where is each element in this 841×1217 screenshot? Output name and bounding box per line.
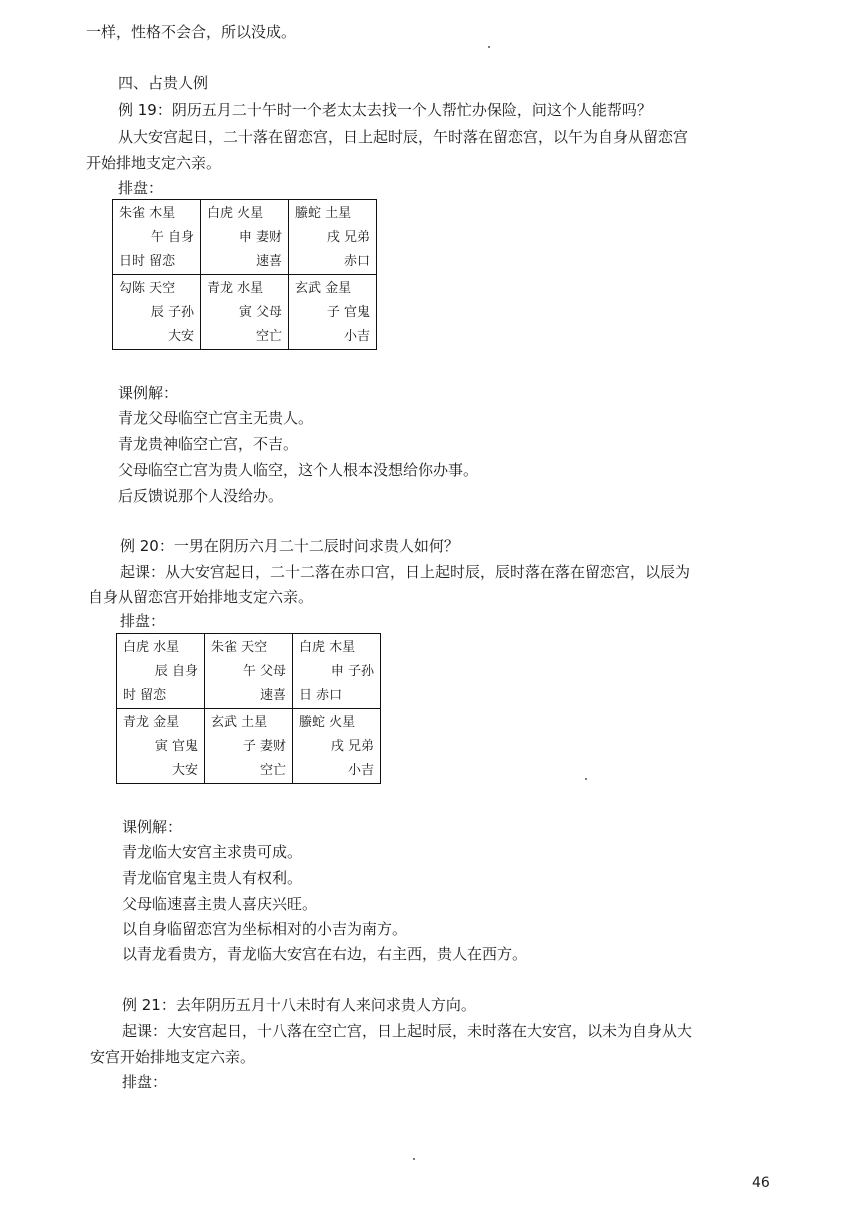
ex19-board (112, 199, 377, 350)
cell-spirit-star: 青龙 水星 (207, 281, 264, 296)
cell-branch-kin: 辰 子孙 (150, 305, 194, 320)
board-cell (117, 709, 205, 784)
cell-branch-kin: 辰 自身 (154, 664, 198, 679)
board-cell (289, 275, 377, 350)
cell-spirit-star: 白虎 水星 (123, 640, 180, 655)
cell-branch-kin: 子 妻财 (242, 739, 286, 754)
ex19-analysis-line: 青龙父母临空亡宫主无贵人。 (118, 409, 314, 427)
ex19-method-line-2: 开始排地支定六亲。 (86, 154, 222, 172)
ex20-board-label: 排盘： (120, 612, 166, 630)
cell-spirit-star: 白虎 木星 (299, 640, 356, 655)
board-cell (289, 200, 377, 275)
scan-speck (413, 1158, 415, 1160)
ex21-method-line-2: 安宫开始排地支定六亲。 (90, 1048, 256, 1066)
board-row (113, 275, 377, 350)
ex20-board (116, 633, 381, 784)
ex20-analysis-line: 青龙临官鬼主贵人有权利。 (122, 869, 303, 887)
cell-spirit-star: 朱雀 天空 (211, 640, 268, 655)
cell-spirit-star: 青龙 金星 (123, 715, 180, 730)
board-cell (113, 200, 201, 275)
cell-spirit-star: 螣蛇 土星 (295, 206, 352, 221)
ex21-title: 例 21：去年阴历五月十八未时有人来问求贵人方向。 (122, 996, 476, 1014)
board-cell (293, 709, 381, 784)
ex20-analysis-line: 青龙临大安宫主求贵可成。 (122, 843, 303, 861)
ex20-analysis-line: 以自身临留恋宫为坐标相对的小吉为南方。 (122, 920, 408, 938)
section-title: 四、占贵人例 (118, 74, 209, 92)
cell-spirit-star: 玄武 土星 (211, 715, 268, 730)
cell-palace: 赤口 (343, 254, 370, 269)
cell-palace: 大安 (171, 763, 198, 778)
ex19-title: 例 19：阴历五月二十午时一个老太太去找一个人帮忙办保险，问这个人能帮吗？ (118, 101, 652, 119)
cell-spirit-star: 玄武 金星 (295, 281, 352, 296)
ex19-analysis-label: 课例解： (118, 384, 179, 402)
cell-branch-kin: 寅 官鬼 (154, 739, 198, 754)
cell-branch-kin: 申 子孙 (330, 664, 374, 679)
board-row (117, 634, 381, 709)
board-row (117, 709, 381, 784)
cell-spirit-star: 勾陈 天空 (119, 281, 176, 296)
cell-branch-kin: 午 父母 (242, 664, 286, 679)
cell-spirit-star: 朱雀 木星 (119, 206, 176, 221)
cell-branch-kin: 寅 父母 (238, 305, 282, 320)
scan-speck (488, 46, 490, 48)
cell-palace: 速喜 (259, 688, 286, 703)
cell-branch-kin: 申 妻财 (238, 230, 282, 245)
ex19-board-label: 排盘： (118, 179, 164, 197)
ex21-board-label: 排盘： (122, 1073, 168, 1091)
ex19-analysis-line: 父母临空亡宫为贵人临空，这个人根本没想给你办事。 (118, 461, 479, 479)
cell-palace: 速喜 (255, 254, 282, 269)
ex20-title: 例 20：一男在阴历六月二十二辰时问求贵人如何？ (120, 537, 459, 555)
ex20-analysis-label: 课例解： (122, 818, 183, 836)
cell-palace: 空亡 (259, 763, 286, 778)
ex21-method-line-1: 起课：大安宫起日，十八落在空亡宫，日上起时辰，未时落在大安宫，以未为自身从大 (122, 1022, 693, 1040)
ex20-method-line-1: 起课：从大安宫起日，二十二落在赤口宫，日上起时辰，辰时落在落在留恋宫，以辰为 (120, 563, 691, 581)
cell-palace: 时 留恋 (123, 688, 167, 703)
ex20-analysis-line: 以青龙看贵方，青龙临大安宫在右边，右主西，贵人在西方。 (122, 945, 528, 963)
cell-palace: 空亡 (255, 329, 282, 344)
cell-branch-kin: 戌 兄弟 (330, 739, 374, 754)
intro-tail: 一样，性格不会合，所以没成。 (86, 23, 297, 41)
cell-branch-kin: 戌 兄弟 (326, 230, 370, 245)
board-cell (205, 634, 293, 709)
ex19-analysis-line: 青龙贵神临空亡宫，不吉。 (118, 435, 299, 453)
ex20-method-line-2: 自身从留恋宫开始排地支定六亲。 (88, 588, 314, 606)
board-cell (205, 709, 293, 784)
board-cell (201, 200, 289, 275)
cell-spirit-star: 白虎 火星 (207, 206, 264, 221)
cell-branch-kin: 子 官鬼 (326, 305, 370, 320)
board-row (113, 200, 377, 275)
cell-palace: 大安 (167, 329, 194, 344)
cell-palace: 日 赤口 (299, 688, 343, 703)
board-cell (117, 634, 205, 709)
scan-speck (585, 778, 587, 780)
cell-palace: 小吉 (347, 763, 374, 778)
ex20-analysis-line: 父母临速喜主贵人喜庆兴旺。 (122, 895, 318, 913)
ex19-method-line-1: 从大安宫起日，二十落在留恋宫，日上起时辰，午时落在留恋宫，以午为自身从留恋宫 (118, 128, 689, 146)
board-cell (293, 634, 381, 709)
board-cell (201, 275, 289, 350)
board-cell (113, 275, 201, 350)
page-number: 46 (752, 1175, 770, 1191)
ex19-analysis-line: 后反馈说那个人没给办。 (118, 487, 284, 505)
cell-branch-kin: 午 自身 (150, 230, 194, 245)
cell-palace: 小吉 (343, 329, 370, 344)
cell-palace: 日时 留恋 (119, 254, 176, 269)
cell-spirit-star: 螣蛇 火星 (299, 715, 356, 730)
